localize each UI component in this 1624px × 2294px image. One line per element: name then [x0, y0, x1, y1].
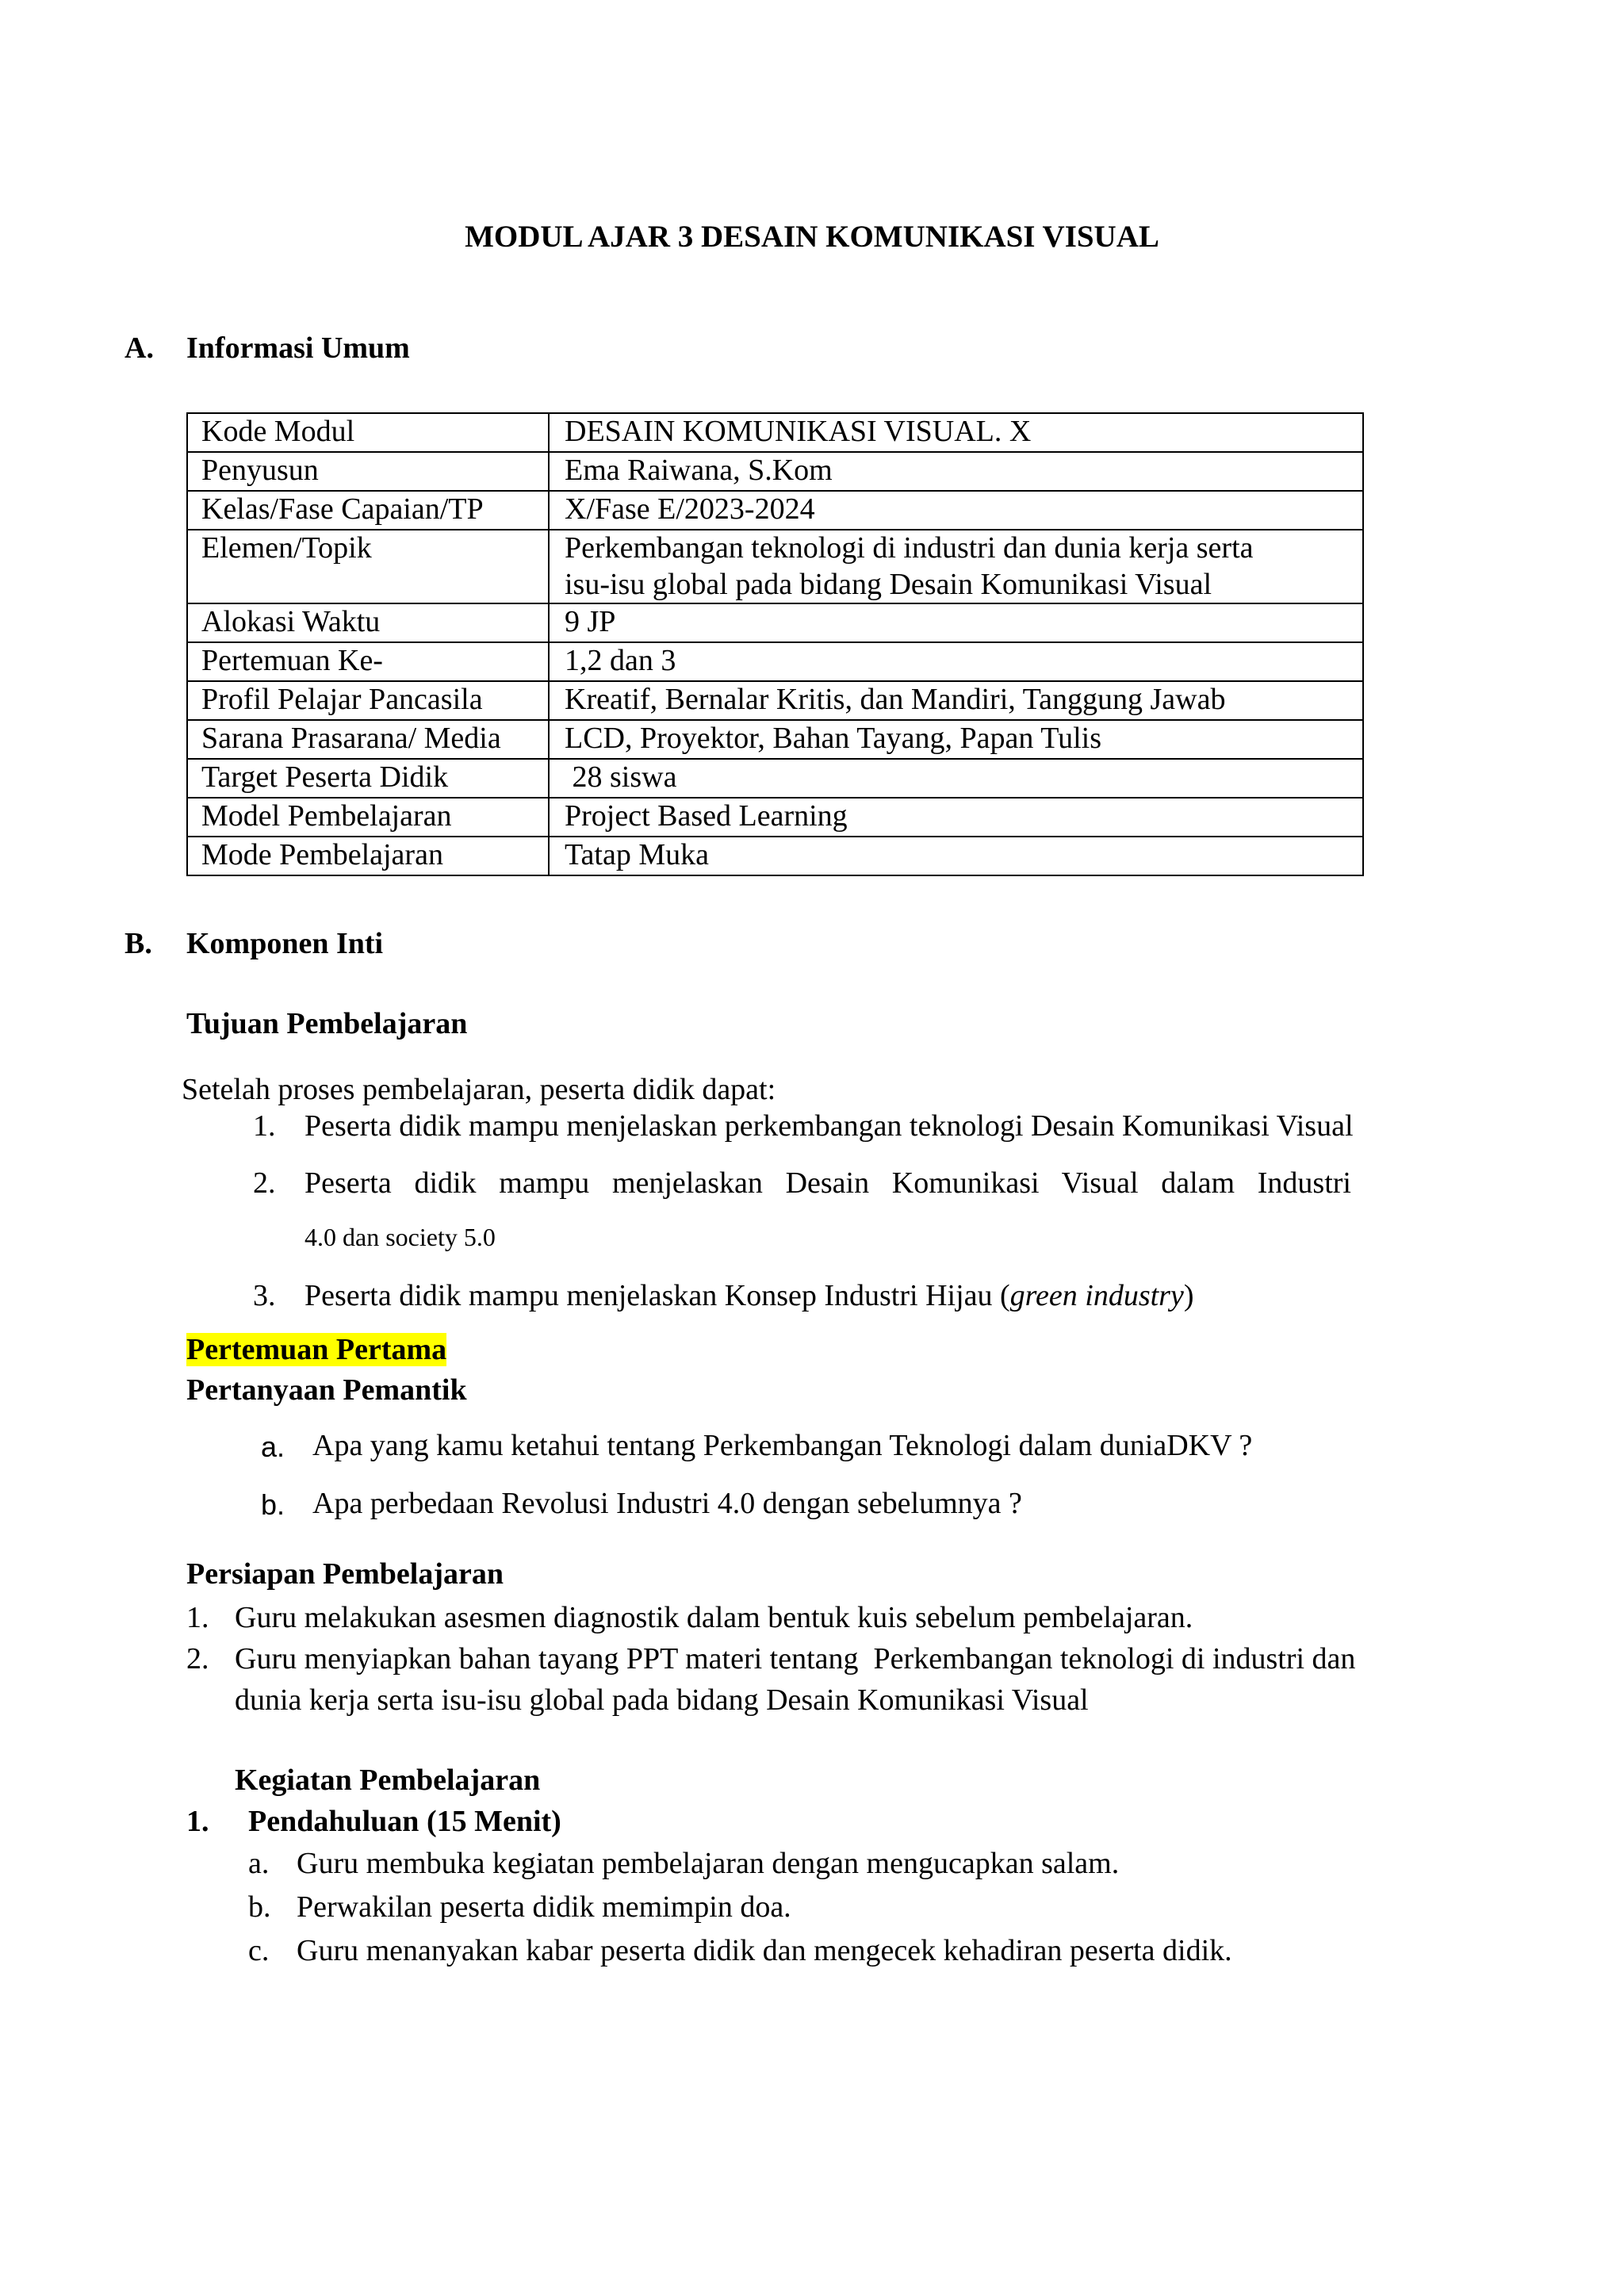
- table-key: Pertemuan Ke-: [187, 642, 549, 681]
- tujuan-item-italic: green industry: [1009, 1279, 1184, 1312]
- question-marker: b.: [261, 1488, 285, 1521]
- tujuan-intro: Setelah proses pembelajaran, peserta didik dapat:: [182, 1073, 776, 1106]
- table-key: Target Peserta Didik: [187, 759, 549, 798]
- table-value: Ema Raiwana, S.Kom: [549, 452, 1363, 491]
- table-row: [187, 413, 1363, 452]
- tujuan-item-text-cont: 4.0 dan society 5.0: [304, 1223, 496, 1251]
- table-key: Penyusun: [187, 452, 549, 491]
- table-row: [187, 720, 1363, 759]
- table-row: [187, 452, 1363, 491]
- table-key: Elemen/Topik: [187, 530, 549, 603]
- persiapan-item-text-cont: dunia kerja serta isu-isu global pada bidang Desain Komunikasi Visual: [235, 1683, 1089, 1717]
- table-value: LCD, Proyektor, Bahan Tayang, Papan Tulis: [549, 720, 1363, 759]
- table-value: 1,2 dan 3: [549, 642, 1363, 681]
- tujuan-item-text: Peserta didik mampu menjelaskan Desain Komunikasi Visual dalam Industri: [304, 1166, 1351, 1200]
- table-row: [187, 798, 1363, 837]
- kegiatan-heading: Kegiatan Pembelajaran: [235, 1764, 541, 1797]
- table-key: Kelas/Fase Capaian/TP: [187, 491, 549, 530]
- question-text: Apa yang kamu ketahui tentang Perkembangan Teknologi dalam duniaDKV ?: [312, 1429, 1253, 1462]
- table-row: [187, 530, 1363, 603]
- persiapan-item-num: 1.: [186, 1601, 209, 1634]
- kegiatan-item-text: Perwakilan peserta didik memimpin doa.: [297, 1890, 791, 1924]
- table-value: Tatap Muka: [549, 837, 1363, 875]
- table-value: [549, 530, 1363, 603]
- table-key: Kode Modul: [187, 413, 549, 452]
- kegiatan-item-marker: b.: [248, 1890, 271, 1924]
- tujuan-item-text-end: ): [1183, 1279, 1194, 1312]
- section-a-marker: A.: [124, 331, 154, 365]
- table-key: Model Pembelajaran: [187, 798, 549, 837]
- table-key: Profil Pelajar Pancasila: [187, 681, 549, 720]
- table-row: [187, 759, 1363, 798]
- kegiatan-item-text: Guru menanyakan kabar peserta didik dan mengecek kehadiran peserta didik.: [297, 1934, 1232, 1967]
- table-value: DESAIN KOMUNIKASI VISUAL. X: [549, 413, 1363, 452]
- persiapan-item-text: Guru melakukan asesmen diagnostik dalam bentuk kuis sebelum pembelajaran.: [235, 1601, 1193, 1634]
- table-row: [187, 642, 1363, 681]
- table-value: 28 siswa: [549, 759, 1363, 798]
- pertemuan-heading-text: Pertemuan Pertama: [186, 1333, 447, 1366]
- table-row: [187, 681, 1363, 720]
- tujuan-item-text: [304, 1278, 1193, 1315]
- table-row: [187, 491, 1363, 530]
- pertemuan-subheading: Pertanyaan Pemantik: [186, 1373, 467, 1407]
- persiapan-item-text: Guru menyiapkan bahan tayang PPT materi tentang Perkembangan teknologi di industri dan: [235, 1642, 1356, 1676]
- question-text: Apa perbedaan Revolusi Industri 4.0 dengan sebelumnya ?: [312, 1487, 1022, 1520]
- table-key: Mode Pembelajaran: [187, 837, 549, 875]
- table-value: 9 JP: [549, 603, 1363, 642]
- table-value: Kreatif, Bernalar Kritis, dan Mandiri, Tanggung Jawab: [549, 681, 1363, 720]
- section-b-marker: B.: [124, 927, 152, 960]
- pendahuluan-heading: Pendahuluan (15 Menit): [248, 1805, 561, 1838]
- table-value: X/Fase E/2023-2024: [549, 491, 1363, 530]
- section-a-heading: Informasi Umum: [186, 331, 410, 365]
- table-key: Sarana Prasarana/ Media: [187, 720, 549, 759]
- table-row: [187, 603, 1363, 642]
- tujuan-heading: Tujuan Pembelajaran: [186, 1007, 468, 1040]
- page-title: MODUL AJAR 3 DESAIN KOMUNIKASI VISUAL: [465, 220, 1159, 254]
- table-value-line: isu-isu global pada bidang Desain Komunikasi Visual: [565, 567, 1212, 601]
- tujuan-item-num: 1.: [253, 1109, 276, 1143]
- table-key: Alokasi Waktu: [187, 603, 549, 642]
- kegiatan-item-marker: a.: [248, 1847, 270, 1880]
- kegiatan-item-marker: c.: [248, 1934, 270, 1967]
- tujuan-item-num: 3.: [253, 1279, 276, 1312]
- kegiatan-item-text: Guru membuka kegiatan pembelajaran dengan mengucapkan salam.: [297, 1847, 1120, 1880]
- pertemuan-heading: [186, 1332, 446, 1369]
- tujuan-item-text-part: Peserta didik mampu menjelaskan Konsep Industri Hijau (: [304, 1279, 1010, 1312]
- tujuan-item-num: 2.: [253, 1166, 276, 1200]
- tujuan-item-text: Peserta didik mampu menjelaskan perkembangan teknologi Desain Komunikasi Visual: [304, 1109, 1354, 1143]
- table-value: Project Based Learning: [549, 798, 1363, 837]
- table-value-line: Perkembangan teknologi di industri dan dunia kerja serta: [565, 531, 1254, 565]
- section-b-heading: Komponen Inti: [186, 927, 384, 960]
- persiapan-item-num: 2.: [186, 1642, 209, 1676]
- persiapan-heading: Persiapan Pembelajaran: [186, 1557, 504, 1591]
- table-row: [187, 837, 1363, 875]
- info-table: [186, 412, 1364, 876]
- question-marker: a.: [261, 1430, 285, 1463]
- pendahuluan-num: 1.: [186, 1805, 209, 1838]
